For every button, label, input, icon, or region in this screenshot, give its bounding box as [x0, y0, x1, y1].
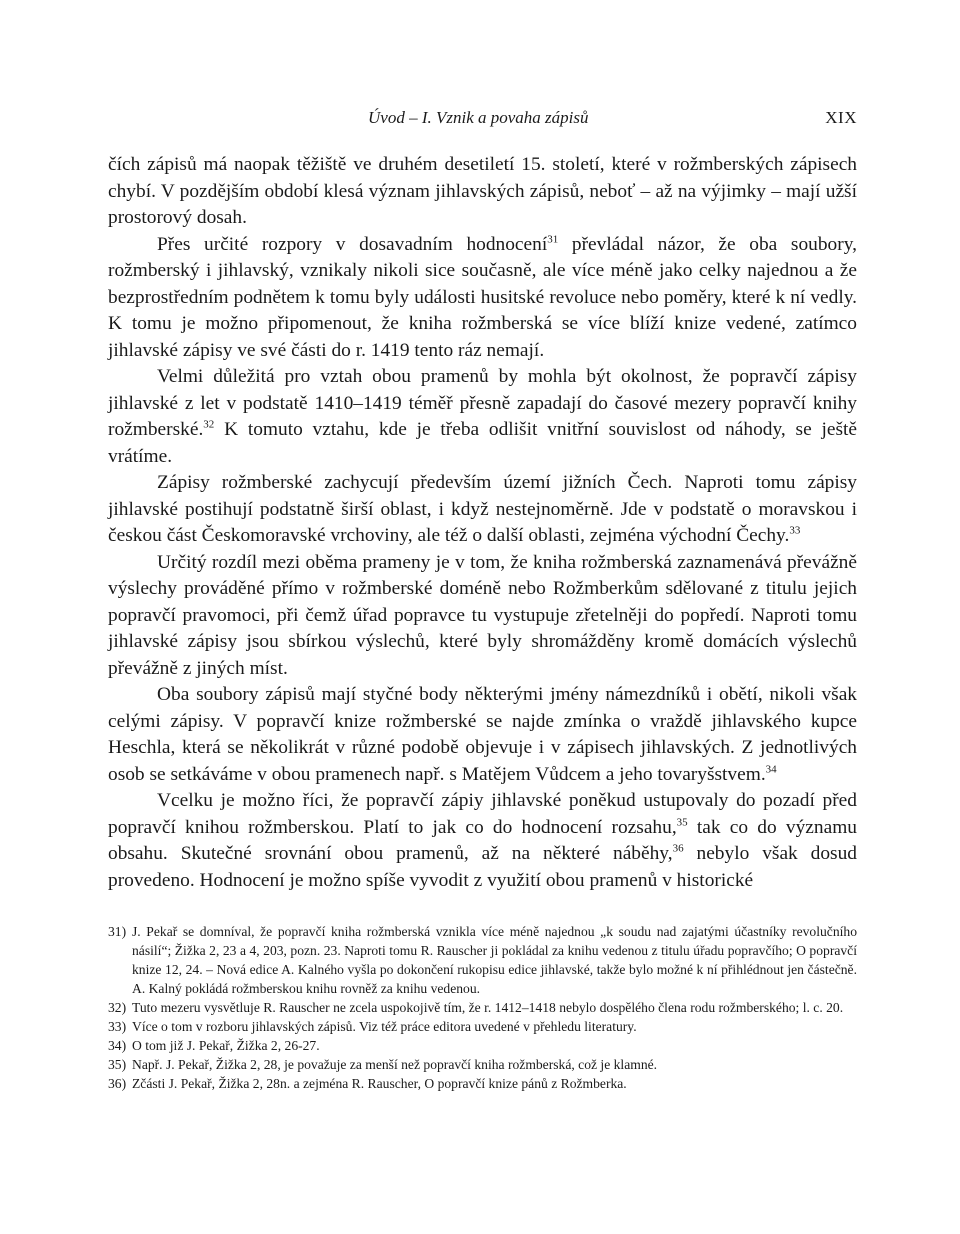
- footnote-text: Zčásti J. Pekař, Žižka 2, 28n. a zejména R. Rauscher, O popravčí knize pánů z Rožmberka.: [132, 1076, 627, 1091]
- footnote-text: Více o tom v rozboru jihlavských zápisů. Viz též práce editora uvedené v přehledu literatury.: [132, 1019, 637, 1034]
- body-paragraph: [108, 550, 857, 683]
- footnote: [108, 1036, 857, 1055]
- footnote: [108, 1055, 857, 1074]
- footnote: [108, 998, 857, 1017]
- footnote-text: Např. J. Pekař, Žižka 2, 28, je považuje za menší než popravčí kniha rožmberská, což je klamné.: [132, 1057, 658, 1072]
- footnote-reference[interactable]: 36: [672, 842, 684, 855]
- footnote-number: 32): [108, 1000, 127, 1015]
- footnote-number: 31): [108, 924, 127, 939]
- footnote-reference[interactable]: 35: [676, 816, 688, 829]
- body-paragraph: [108, 232, 857, 365]
- paragraph-text: nebylo však dosud provedeno. Hodnocení je možno spíše vyvodit z využití obou pramenů v historické: [108, 843, 857, 891]
- running-head-title: Úvod – I. Vznik a povaha zápisů: [368, 108, 589, 127]
- paragraph-text: K tomuto vztahu, kde je třeba odlišit vnitřní souvislost od náhody, se ještě vrátíme.: [108, 419, 857, 467]
- footnote-reference[interactable]: 34: [765, 763, 777, 776]
- body-paragraph: [108, 152, 857, 232]
- footnote-number: 33): [108, 1019, 127, 1034]
- body-paragraph: [108, 470, 857, 550]
- paragraph-text: Vcelku je možno říci, že popravčí zápiy jihlavské poněkud ustupovaly do pozadí před popravčí knihou rožmberskou. Platí to jak co do hodnocení rozsahu,: [108, 790, 857, 838]
- footnote-text: O tom již J. Pekař, Žižka 2, 26-27.: [132, 1038, 320, 1053]
- footnote-number: 36): [108, 1076, 127, 1091]
- footnotes: [108, 922, 857, 1093]
- footnote: [108, 922, 857, 998]
- footnote-reference[interactable]: 32: [203, 418, 215, 431]
- footnote-reference[interactable]: 31: [547, 233, 559, 246]
- paragraph-text: Určitý rozdíl mezi oběma prameny je v tom, že kniha rožmberská zaznamenává převážně výslechy prováděné přímo v rožmberské doméně nebo Rožmberkům sdělované z titulu jejich popravčí pravomoci, při čemž úřad popravce tu vystupuje zřetelněji do popředí. Naproti tomu jihlavské zápisy jsou sbírkou výslechů, které byly shromážděny kromě domácích výslechů převážně z jiných míst.: [108, 551, 857, 679]
- body-paragraph: [108, 682, 857, 788]
- body-text: [108, 152, 857, 894]
- running-head: [108, 108, 857, 132]
- paragraph-text: Přes určité rozpory v dosavadním hodnocení: [157, 233, 548, 255]
- page-number: XIX: [825, 108, 857, 127]
- footnote-reference[interactable]: 33: [789, 524, 801, 537]
- body-paragraph: [108, 788, 857, 894]
- paragraph-text: Zápisy rožmberské zachycují především území jižních Čech. Naproti tomu zápisy jihlavské postihují podstatně širší oblast, i když nestejnoměrně. Jde v podstatě o moravskou i českou část Českomoravské vrchoviny, ale též o další oblasti, zejména východní Čechy.: [108, 472, 857, 546]
- footnote: [108, 1017, 857, 1036]
- footnote-text: Tuto mezeru vysvětluje R. Rauscher ne zcela uspokojivě tím, že r. 1412–1418 nebylo dospělého člena rodu rožmberského; l. c. 20.: [132, 1000, 844, 1015]
- paragraph-text: Oba soubory zápisů mají styčné body některými jmény námezdníků i obětí, nikoli však celými zápisy. V popravčí knize rožmberské se najde zmínka o vraždě jihlavského kupce Heschla, která se několikrát v různé podobě objevuje i v zápisech jihlavských. Z jednotlivých osob se setkáváme v obou pramenech např. s Matějem Vůdcem a jeho tovaryšstvem.: [108, 684, 857, 785]
- footnote-number: 34): [108, 1038, 127, 1053]
- paragraph-text: převládal názor, že oba soubory, rožmberský i jihlavský, vznikaly nikoli sice současně, ale více méně jako celky najednou a že bezprostředním podnětem k tomu byly události husitské revoluce nebo poměry, které k ní vedly. K tomu je možno připomenout, že kniha rožmberská se více blíží knize vedené, zatímco jihlavské zápisy ve své části do r. 1419 tento ráz nemají.: [108, 233, 857, 361]
- paragraph-text: Velmi důležitá pro vztah obou pramenů by mohla být okolnost, že popravčí zápisy jihlavské z let v podstatě 1410–1419 téměř přesně zapadají do časové mezery popravčí knihy rožmberské.: [108, 366, 857, 440]
- body-paragraph: [108, 364, 857, 470]
- footnote-number: 35): [108, 1057, 127, 1072]
- paragraph-text: tak co do významu obsahu. Skutečné srovnání obou pramenů, až na některé náběhy,: [108, 816, 857, 864]
- paragraph-text: čích zápisů má naopak těžiště ve druhém desetiletí 15. století, které v rožmberských zápisech chybí. V pozdějším období klesá význam jihlavských zápisů, neboť – až na výjimky – mají užší prostorový dosah.: [108, 154, 857, 228]
- footnote-text: J. Pekař se domníval, že popravčí kniha rožmberská vznikla více méně najednou „k soudu nad zajatými účastníky revolučního násilí“; Žižka 2, 23 a 4, 203, pozn. 23. Naproti tomu R. Rauscher ji pokládal za knihu vedenou z titulu úřadu popravčího; O popravčí knize 12, 24. – Nová edice A. Kalného vyšla po dokončení rukopisu edice jihlavské, takže bylo možné k ní přihlédnout jen částečně. A. Kalný pokládá rožmberskou knihu rovněž za knihu vedenou.: [132, 924, 857, 996]
- footnote: [108, 1074, 857, 1093]
